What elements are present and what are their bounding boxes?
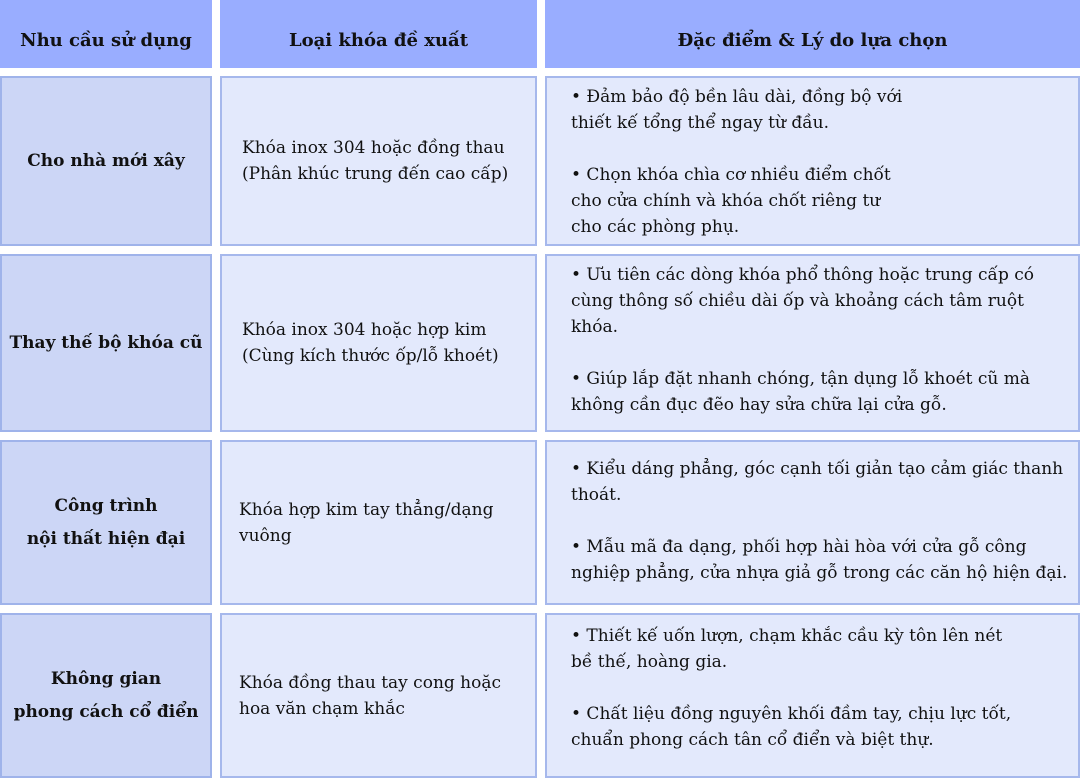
row-4-need [0,613,212,778]
row-1-reason-1-line-2: thiết kế tổng thể ngay từ đầu. [571,113,829,133]
row-2-reasons [545,254,1080,432]
row-2-reason-1-line-2: cùng thông số chiều dài ốp và khoảng cách tâm ruột [571,291,1024,311]
row-4-reason-2-line-1: • Chất liệu đồng nguyên khối đầm tay, chịu lực tốt, [571,704,1012,724]
row-4-lock-line-1: Khóa đồng thau tay cong hoặc [239,672,502,693]
row-2-lock [220,254,537,432]
row-4-reason-2-line-2: chuẩn phong cách tân cổ điển và biệt thự. [571,730,934,750]
header-need [0,0,212,68]
row-3-need-line-2: nội thất hiện đại [26,528,186,549]
row-1-reason-2-line-3: cho các phòng phụ. [571,217,740,237]
row-1-lock-line-2: (Phân khúc trung đến cao cấp) [242,164,509,184]
row-4-reasons [545,613,1080,778]
row-3-lock-line-2: vuông [239,525,292,546]
row-2-need-line-1: Thay thế bộ khóa cũ [9,332,203,353]
row-1-lock-line-1: Khóa inox 304 hoặc đồng thau [242,138,505,158]
row-1-reason-1-line-1: • Đảm bảo độ bền lâu dài, đồng bộ với [571,87,903,107]
row-2-lock-line-2: (Cùng kích thước ốp/lỗ khoét) [242,346,499,366]
row-3-reason-2-line-2: nghiệp phẳng, cửa nhựa giả gỗ trong các căn hộ hiện đại. [571,563,1068,583]
row-2-reason-2-line-2: không cần đục đẽo hay sửa chữa lại cửa gỗ. [571,395,947,415]
row-1-reasons [545,76,1080,246]
row-3-reason-1-line-2: thoát. [571,485,622,505]
row-1-lock [220,76,537,246]
row-2-reason-1-line-3: khóa. [571,317,619,337]
row-3-reason-1-line-1: • Kiểu dáng phẳng, góc cạnh tối giản tạo cảm giác thanh [571,459,1064,479]
row-2-reason-2-line-1: • Giúp lắp đặt nhanh chóng, tận dụng lỗ khoét cũ mà [571,369,1031,389]
row-4-reason-1-line-1: • Thiết kế uốn lượn, chạm khắc cầu kỳ tôn lên nét [571,626,1003,646]
row-3-need [0,440,212,605]
row-2-reason-1-line-1: • Ưu tiên các dòng khóa phổ thông hoặc trung cấp có [571,265,1035,285]
row-1-reason-2-line-1: • Chọn khóa chìa cơ nhiều điểm chốt [571,165,891,185]
row-2-lock-line-1: Khóa inox 304 hoặc hợp kim [242,320,487,340]
header-reasons-label: Đặc điểm & Lý do lựa chọn [677,29,948,51]
row-4-need-line-2: phong cách cổ điển [13,701,199,722]
header-lock-type [220,0,537,68]
row-1-need-line-1: Cho nhà mới xây [27,150,185,171]
header-need-label: Nhu cầu sử dụng [20,29,192,51]
row-4-lock [220,613,537,778]
row-3-need-line-1: Công trình [54,495,158,516]
row-1-need [0,76,212,246]
row-3-lock [220,440,537,605]
row-4-lock-line-2: hoa văn chạm khắc [239,698,405,719]
row-4-reason-1-line-2: bề thế, hoàng gia. [571,652,728,672]
header-reasons [545,0,1080,68]
row-1-reason-2-line-2: cho cửa chính và khóa chốt riêng tư [571,191,881,211]
row-3-reason-2-line-1: • Mẫu mã đa dạng, phối hợp hài hòa với cửa gỗ công [571,537,1027,557]
row-3-lock-line-1: Khóa hợp kim tay thẳng/dạng [239,499,494,520]
row-3-reasons [545,440,1080,605]
header-lock-type-label: Loại khóa đề xuất [288,29,469,51]
row-4-need-line-1: Không gian [50,668,162,689]
row-2-need [0,254,212,432]
